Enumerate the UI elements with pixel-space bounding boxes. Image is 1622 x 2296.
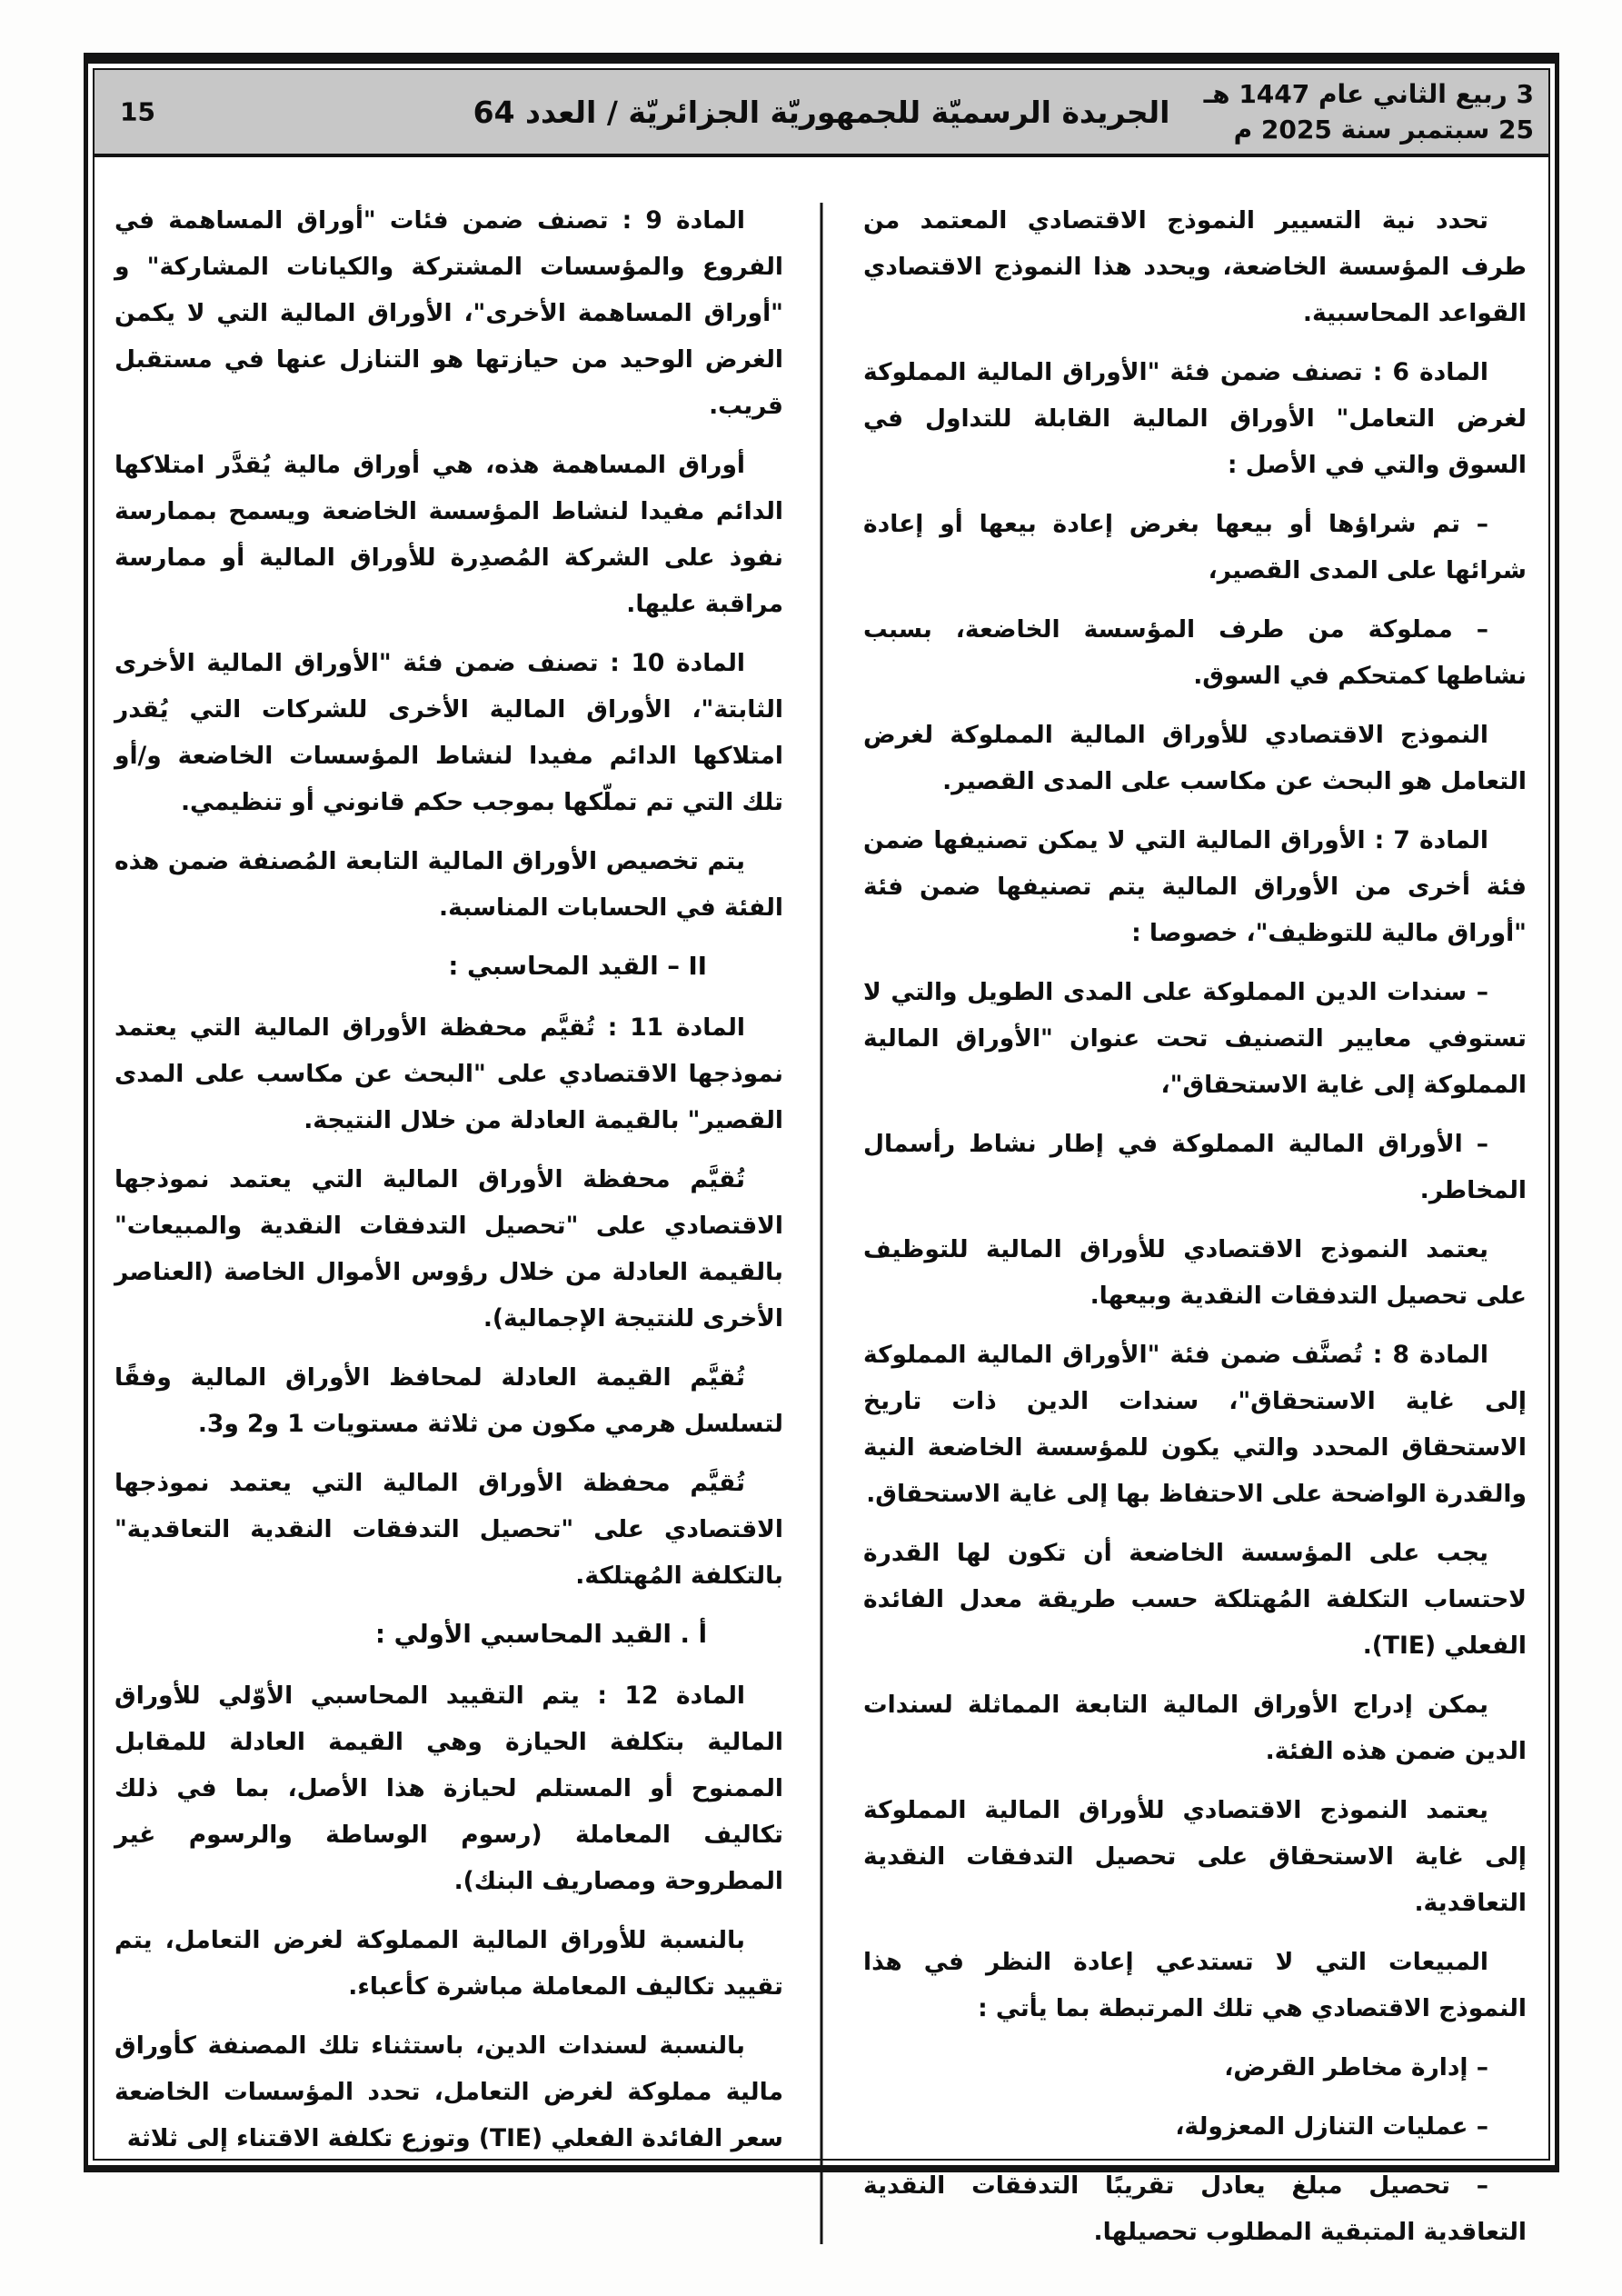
list-item-dash: – مملوكة من طرف المؤسسة الخاضعة، بسبب نشاطها كمتحكم في السوق. <box>863 615 1527 690</box>
article-text: : الأوراق المالية التي لا يمكن تصنيفها ضمن فئة أخرى من الأوراق المالية يتم تصنيفها ضمن فئة "أوراق مالية للتوظيف"، خصوصا : <box>863 826 1527 947</box>
column-divider <box>821 203 823 2244</box>
section-heading-initial-entry: أ . القيد المحاسبي الأولي : <box>375 1620 707 1649</box>
article-text: : تصنف ضمن فئة "الأوراق المالية المملوكة لغرض التعامل" الأوراق المالية القابلة للتداول في السوق والتي في الأصل : <box>863 358 1527 479</box>
paragraph: النموذج الاقتصادي للأوراق المالية المملوكة لغرض التعامل هو البحث عن مكاسب على المدى القصير. <box>863 721 1527 795</box>
article-label: المادة 10 <box>631 649 745 677</box>
list-item-dash: – تم شراؤها أو بيعها بغرض إعادة بيعها أو إعادة شرائها على المدى القصير، <box>863 510 1527 584</box>
article-paragraph <box>863 1332 1527 1517</box>
paragraph: يمكن إدراج الأوراق المالية التابعة المماثلة لسندات الدين ضمن هذه الفئة. <box>863 1691 1527 1765</box>
list-item-dash: – سندات الدين المملوكة على المدى الطويل والتي لا تستوفي معايير التصنيف تحت عنوان "الأوراق المالية المملوكة إلى غاية الاستحقاق"، <box>863 978 1527 1099</box>
article-text: : تصنف ضمن فئات "أوراق المساهمة في الفروع والمؤسسات المشتركة والكيانات المشاركة" و "أوراق المساهمة الأخرى"، الأوراق المالية التي لا يكمن الغرض الوحيد من حيازتها هو التنازل عنها في مستقبل قريب. <box>114 206 783 420</box>
list-item-dash: – إدارة مخاطر القرض، <box>1224 2053 1488 2081</box>
article-paragraph <box>114 640 783 825</box>
article-label: المادة 11 <box>630 1013 745 1042</box>
paragraph: يتم تخصيص الأوراق المالية التابعة المُصنفة ضمن هذه الفئة في الحسابات المناسبة. <box>114 847 783 922</box>
list-item-dash: – عمليات التنازل المعزولة، <box>1175 2112 1488 2141</box>
article-paragraph <box>114 1004 783 1143</box>
article-paragraph <box>114 197 783 429</box>
article-label: المادة 7 <box>1393 826 1488 854</box>
paragraph: تُقيَّم القيمة العادلة لمحافظ الأوراق المالية وفقًا لتسلسل هرمي مكون من ثلاثة مستويات 1 و2 و3. <box>114 1363 783 1438</box>
article-label: المادة 9 <box>645 206 745 235</box>
paragraph: أوراق المساهمة هذه، هي أوراق مالية يُقدَّر امتلاكها الدائم مفيدا لنشاط المؤسسة الخاضعة ويسمح بممارسة نفوذ على الشركة المُصدِرة للأوراق المالية أو ممارسة مراقبة عليها. <box>114 451 783 618</box>
paragraph: يعتمد النموذج الاقتصادي للأوراق المالية للتوظيف على تحصيل التدفقات النقدية وبيعها. <box>863 1235 1527 1310</box>
gazette-title: الجريدة الرسميّة للجمهوريّة الجزائريّة / العدد 64 <box>473 94 1170 130</box>
paragraph: يعتمد النموذج الاقتصادي للأوراق المالية المملوكة إلى غاية الاستحقاق على تحصيل التدفقات النقدية التعاقدية. <box>863 1796 1527 1917</box>
article-paragraph <box>863 817 1527 956</box>
column-right <box>821 197 1548 2268</box>
article-text: : يتم التقييد المحاسبي الأوّلي للأوراق المالية بتكلفة الحيازة وهي القيمة العادلة للمقابل الممنوح أو المستلم لحيازة هذا الأصل، بما في ذلك تكاليف المعاملة (رسوم الوساطة والرسوم غير المطروحة ومصاريف البنك). <box>114 1682 783 1895</box>
column-left <box>95 197 821 2268</box>
page-body <box>95 157 1548 2268</box>
date-hijri: 3 ربيع الثاني عام 1447 هـ <box>1203 78 1534 109</box>
article-text: : تصنف ضمن فئة "الأوراق المالية الأخرى الثابتة"، الأوراق المالية الأخرى للشركات التي يُقدر امتلاكها الدائم مفيدا لنشاط المؤسسات الخاضعة و/أو تلك التي تم تملّكها بموجب حكم قانوني أو تنظيمي. <box>114 649 783 816</box>
paragraph: تحدد نية التسيير النموذج الاقتصادي المعتمد من طرف المؤسسة الخاضعة، ويحدد هذا النموذج الاقتصادي القواعد المحاسبية. <box>863 206 1527 327</box>
page-border-frame <box>84 53 1559 2246</box>
list-item-dash: – الأوراق المالية المملوكة في إطار نشاط رأسمال المخاطر. <box>863 1130 1527 1204</box>
page-inner-frame <box>93 68 1550 2246</box>
paragraph: بالنسبة للأوراق المالية المملوكة لغرض التعامل، يتم تقييد تكاليف المعاملة مباشرة كأعباء. <box>114 1926 783 2001</box>
paragraph: تُقيَّم محفظة الأوراق المالية التي يعتمد نموذجها الاقتصادي على "تحصيل التدفقات النقدية والمبيعات" بالقيمة العادلة من خلال رؤوس الأموال الخاصة (العناصر الأخرى للنتيجة الإجمالية). <box>114 1165 783 1333</box>
paragraph: المبيعات التي لا تستدعي إعادة النظر في هذا النموذج الاقتصادي هي تلك المرتبطة بما يأتي : <box>863 1948 1527 2022</box>
article-label: المادة 6 <box>1392 358 1488 386</box>
paragraph: بالنسبة لسندات الدين، باستثناء تلك المصنفة كأوراق مالية مملوكة لغرض التعامل، تحدد المؤسسات الخاضعة سعر الفائدة الفعلي (TIE) وتوزع تكلفة الاقتناء إلى ثلاثة <box>114 2031 783 2152</box>
article-paragraph <box>114 1672 783 1904</box>
page-number: 15 <box>120 96 155 127</box>
article-paragraph <box>863 349 1527 488</box>
section-heading-accounting-entry: II – القيد المحاسبي : <box>448 952 707 981</box>
article-label: المادة 8 <box>1392 1341 1488 1369</box>
article-label: المادة 12 <box>624 1682 745 1710</box>
issue-dates <box>1204 76 1534 147</box>
article-text: : تُقيَّم محفظة الأوراق المالية التي يعتمد نموذجها الاقتصادي على "البحث عن مكاسب على المدى القصير" بالقيمة العادلة من خلال النتيجة. <box>114 1013 783 1134</box>
paragraph: يجب على المؤسسة الخاضعة أن تكون لها القدرة لاحتساب التكلفة المُهتلكة حسب طريقة معدل الفائدة الفعلي (TIE). <box>863 1539 1527 1660</box>
paragraph: تُقيَّم محفظة الأوراق المالية التي يعتمد نموذجها الاقتصادي على "تحصيل التدفقات النقدية التعاقدية" بالتكلفة المُهتلكة. <box>114 1469 783 1590</box>
gazette-header-band <box>95 70 1548 157</box>
date-gregorian: 25 سبتمبر سنة 2025 م <box>1233 115 1534 145</box>
list-item-dash: – تحصيل مبلغ يعادل تقريبًا التدفقات النقدية التعاقدية المتبقية المطلوب تحصيلها. <box>863 2171 1527 2246</box>
article-text: : تُصنَّف ضمن فئة "الأوراق المالية المملوكة إلى غاية الاستحقاق"، سندات الدين ذات تاريخ الاستحقاق المحدد والتي يكون للمؤسسة الخاضعة النية والقدرة الواضحة على الاحتفاظ بها إلى غاية الاستحقاق. <box>863 1341 1527 1508</box>
